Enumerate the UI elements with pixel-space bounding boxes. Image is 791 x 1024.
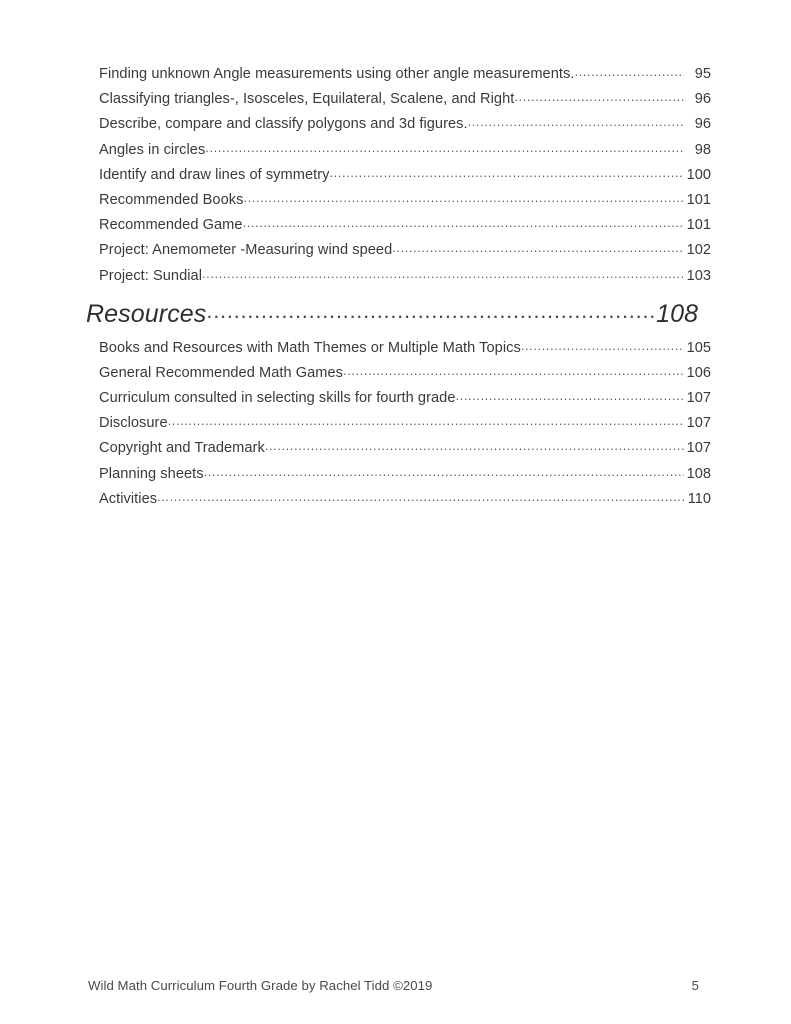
toc-entry-page-number: 101 [686, 191, 711, 208]
toc-entry[interactable] [99, 213, 711, 238]
dot-leader [204, 463, 684, 478]
toc-entry[interactable] [99, 163, 711, 188]
toc-entry[interactable] [99, 411, 711, 436]
toc-entry-page-number: 95 [694, 66, 711, 82]
dot-leader [521, 337, 684, 352]
dot-leader [265, 438, 684, 453]
toc-entry-title: Planning sheets [99, 465, 204, 482]
dot-leader [243, 189, 684, 204]
toc-entry[interactable] [99, 112, 711, 137]
dot-leader [392, 240, 684, 255]
toc-entry-page-number: 107 [686, 415, 711, 432]
dot-leader [206, 297, 654, 322]
toc-entry[interactable] [99, 361, 711, 386]
toc-entry-title: Project: Sundial [99, 267, 203, 284]
footer-copyright-note: Wild Math Curriculum Fourth Grade by Rachel Tidd ©2019 [88, 978, 433, 993]
toc-entry[interactable] [99, 336, 711, 361]
dot-leader [329, 164, 684, 179]
dot-leader [343, 362, 684, 377]
toc-entry[interactable] [99, 138, 711, 163]
toc-entry-title: Angles in circles [99, 141, 206, 158]
toc-entry-page-number: 103 [686, 267, 711, 284]
footer-page-number: 5 [691, 978, 699, 993]
toc-entry-page-number: 101 [686, 217, 711, 234]
toc-entry-title: Curriculum consulted in selecting skills for fourth grade [99, 390, 456, 407]
dot-leader [202, 265, 684, 280]
toc-entry-page-number: 96 [694, 91, 711, 108]
toc-entry[interactable] [99, 188, 711, 213]
toc-entry-title: Disclosure [99, 415, 168, 432]
toc-entry-title: Describe, compare and classify polygons and 3d figures. [99, 116, 468, 133]
page-footer [88, 978, 699, 993]
toc-entry-page-number: 108 [686, 465, 711, 482]
toc-entry-page-number: 106 [686, 364, 711, 381]
table-of-contents [86, 62, 711, 512]
toc-entry[interactable] [99, 264, 711, 289]
toc-entry[interactable] [99, 62, 711, 87]
toc-entry-page-number: 96 [694, 116, 711, 133]
toc-entry-title: Project: Anemometer -Measuring wind speed [99, 242, 393, 259]
dot-leader [243, 215, 684, 230]
toc-entry-page-number: 100 [686, 166, 711, 183]
toc-entry-title: Activities [99, 490, 158, 507]
dot-leader [168, 413, 684, 428]
toc-entry-title: Identify and draw lines of symmetry [99, 166, 330, 183]
dot-leader [157, 488, 684, 503]
toc-entry[interactable] [99, 487, 711, 512]
toc-section-heading[interactable] [86, 294, 698, 334]
toc-entry-title: Copyright and Trademark [99, 440, 265, 457]
toc-entry-page-number: 102 [686, 242, 711, 259]
toc-entry-page-number: 108 [656, 299, 698, 328]
toc-entry-title: Resources [86, 299, 207, 328]
toc-entry-page-number: 110 [687, 490, 711, 507]
toc-entry[interactable] [99, 87, 711, 112]
toc-entry[interactable] [99, 386, 711, 411]
toc-entry-page-number: 98 [694, 141, 711, 158]
toc-entry-title: Recommended Books [99, 191, 244, 208]
dot-leader [514, 89, 684, 104]
toc-entry-title: Books and Resources with Math Themes or Multiple Math Topics [99, 339, 521, 356]
toc-entry-page-number: 105 [686, 339, 711, 356]
toc-entry[interactable] [99, 462, 711, 487]
dot-leader [456, 387, 685, 402]
toc-entry-title: Classifying triangles-, Isosceles, Equilateral, Scalene, and Right [99, 91, 515, 108]
dot-leader [468, 114, 684, 129]
dot-leader [574, 63, 684, 78]
toc-entry[interactable] [99, 238, 711, 263]
toc-entry-title: Finding unknown Angle measurements using other angle measurements. [99, 66, 575, 82]
toc-entry-title: General Recommended Math Games [99, 364, 344, 381]
toc-entry-title: Recommended Game [99, 217, 243, 234]
toc-entry[interactable] [99, 436, 711, 461]
toc-entry-page-number: 107 [686, 390, 711, 407]
toc-entry-page-number: 107 [686, 440, 711, 457]
dot-leader [205, 139, 684, 154]
